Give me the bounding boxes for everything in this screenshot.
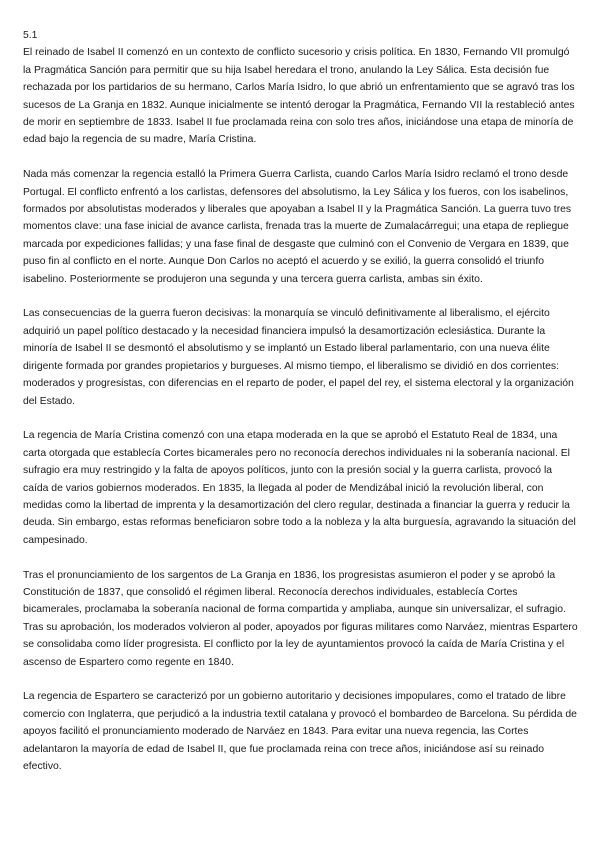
section-number: 5.1 [23,30,38,41]
document-page [23,27,579,793]
paragraph-maria-cristina-regency: La regencia de María Cristina comenzó con una etapa moderada en la que se aprobó el Estatuto Real de 1834, una carta otorgada que establecía Cortes bicamerales pero no reconocía derechos individuales ni la soberanía nacional. El sufragio era muy restringido y la falta de apoyos políticos, junto con la presión social y la guerra carlista, provocó la caída de varios gobiernos moderados. En 1835, la llegada al poder de Mendizábal inició la revolución liberal, con medidas como la libertad de imprenta y la desamortización del clero regular, destinada a financiar la guerra y reducir la deuda. Sin embargo, estas reformas beneficiaron sobre todo a la nobleza y la alta burguesía, agravando la situación del campesinado. [23,430,576,546]
paragraph-war-consequences: Las consecuencias de la guerra fueron decisivas: la monarquía se vinculó definitivamente al liberalismo, el ejército adquirió un papel político destacado y la necesidad financiera impulsó la desamortización eclesiástica. Durante la minoría de Isabel II se desmontó el absolutismo y se implantó un Estado liberal parlamentario, con una nueva élite dirigente formada por grandes propietarios y burgueses. Al mismo tiempo, el liberalismo se dividió en dos corrientes: moderados y progresistas, con diferencias en el reparto de poder, el papel del rey, el sistema electoral y la organización del Estado. [23,308,574,407]
paragraph-constitution-1837: Tras el pronunciamiento de los sargentos de La Granja en 1836, los progresistas asumieron el poder y se aprobó la Constitución de 1837, que consolidó el régimen liberal. Reconocía derechos individuales, establecía Cortes bicamerales, proclamaba la soberanía nacional de forma compartida y ampliaba, aunque sin universalizar, el sufragio. Tras su aprobación, los moderados volvieron al poder, apoyados por figuras militares como Narváez, mientras Espartero se consolidaba como líder progresista. El conflicto por la ley de ayuntamientos provocó la caída de María Cristina y el ascenso de Espartero como regente en 1840. [23,569,578,668]
paragraph-succession-crisis: El reinado de Isabel II comenzó en un contexto de conflicto sucesorio y crisis política. En 1830, Fernando VII promulgó la Pragmática Sanción para permitir que su hija Isabel heredara el trono, anulando la Ley Sálica. Esta decisión fue rechazada por los partidarios de su hermano, Carlos María Isidro, lo que abrió un enfrentamiento que se agravó tras los sucesos de La Granja en 1832. Aunque inicialmente se intentó derogar la Pragmática, Fernando VII la restableció antes de morir en septiembre de 1833. Isabel II fue proclamada reina con solo tres años, iniciándose una etapa de minoría de edad bajo la regencia de su madre, María Cristina. [23,47,575,146]
paragraph-first-carlist-war: Nada más comenzar la regencia estalló la Primera Guerra Carlista, cuando Carlos María Isidro reclamó el trono desde Portugal. El conflicto enfrentó a los carlistas, defensores del absolutismo, la Ley Sálica y los fueros, con los isabelinos, formados por absolutistas moderados y liberales que apoyaban a Isabel II y la Pragmática Sanción. La guerra tuvo tres momentos clave: una fase inicial de avance carlista, frenada tras la muerte de Zumalacárregui; una etapa de repliegue marcada por expediciones fallidas; y una fase final de desgaste que culminó con el Convenio de Vergara en 1839, que puso fin al conflicto en el norte. Aunque Don Carlos no aceptó el acuerdo y se exilió, la guerra consolidó el triunfo isabelino. Posteriormente se produjeron una segunda y una tercera guerra carlista, ambas sin éxito. [23,169,572,285]
paragraph-espartero-regency: La regencia de Espartero se caracterizó por un gobierno autoritario y decisiones impopulares, como el tratado de libre comercio con Inglaterra, que perjudicó a la industria textil catalana y provocó el bombardeo de Barcelona. Su pérdida de apoyos facilitó el pronunciamiento moderado de Narváez en 1843. Para evitar una nueva regencia, las Cortes adelantaron la mayoría de edad de Isabel II, que fue proclamada reina con trece años, iniciándose así su reinado efectivo. [23,691,577,772]
